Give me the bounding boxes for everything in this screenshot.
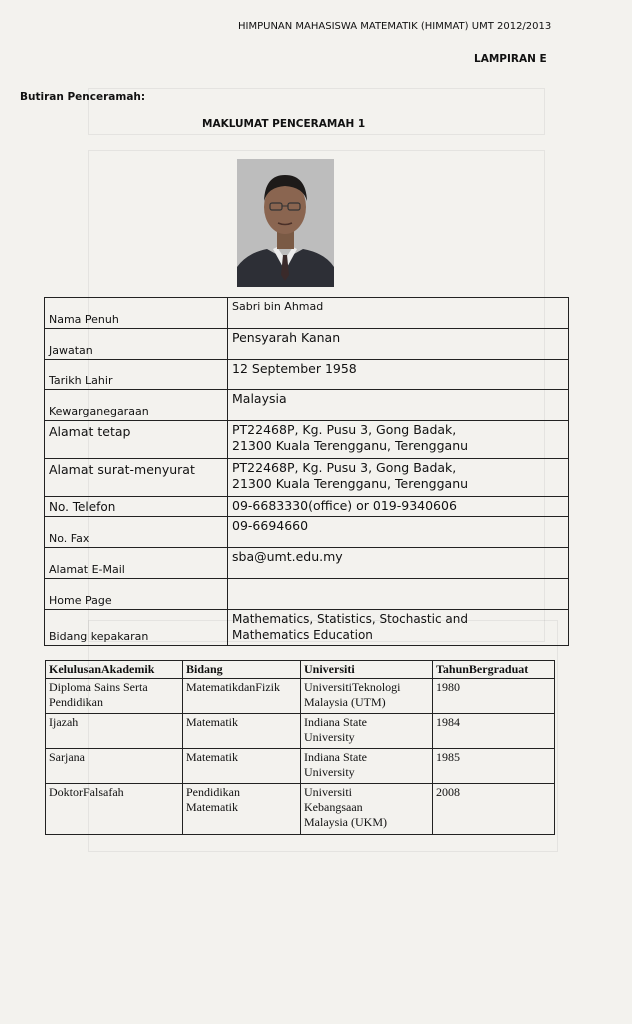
table-row	[46, 784, 555, 835]
cell-line: University	[304, 730, 355, 744]
table-row	[45, 298, 569, 329]
academic-qualifications-table	[45, 660, 555, 835]
address-line-1: PT22468P, Kg. Pusu 3, Gong Badak,	[232, 460, 457, 475]
field-value	[228, 610, 569, 646]
table-header-row	[46, 661, 555, 679]
speaker-info-table	[44, 297, 569, 646]
table-row	[46, 679, 555, 714]
cell-line: Diploma Sains Serta	[49, 680, 148, 694]
table-row	[46, 714, 555, 749]
column-header: Universiti	[301, 661, 433, 679]
field-value	[228, 579, 569, 610]
cell-line: Malaysia (UKM)	[304, 815, 387, 829]
cell-line: University	[304, 765, 355, 779]
field-value	[228, 459, 569, 497]
table-row	[45, 497, 569, 517]
expertise-line-2: Mathematics Education	[232, 628, 373, 642]
appendix-label: LAMPIRAN E	[474, 53, 547, 65]
address-line-2: 21300 Kuala Terengganu, Terengganu	[232, 438, 469, 453]
section-title: Butiran Penceramah:	[20, 91, 146, 103]
cell-line: Indiana State	[304, 750, 367, 764]
year-cell: 1984	[433, 714, 555, 749]
table-row	[45, 329, 569, 360]
year-cell: 1980	[433, 679, 555, 714]
cell-line: MatematikdanFizik	[186, 680, 280, 694]
field-label: Bidang kepakaran	[45, 610, 228, 646]
field-cell	[183, 784, 301, 835]
qualification-cell	[46, 714, 183, 749]
year-cell: 2008	[433, 784, 555, 835]
speaker-subtitle: MAKLUMAT PENCERAMAH 1	[202, 118, 366, 130]
column-header: KelulusanAkademik	[46, 661, 183, 679]
cell-line: Pendidikan	[186, 785, 240, 799]
field-label: Home Page	[45, 579, 228, 610]
table-row	[45, 360, 569, 390]
cell-line: Matematik	[186, 750, 238, 764]
qualification-cell	[46, 679, 183, 714]
table-row	[45, 548, 569, 579]
field-label: Alamat E-Mail	[45, 548, 228, 579]
table-row	[45, 610, 569, 646]
qualification-cell	[46, 784, 183, 835]
field-value: 12 September 1958	[228, 360, 569, 390]
field-value: Sabri bin Ahmad	[228, 298, 569, 329]
speaker-photo	[237, 159, 334, 287]
qualification-cell	[46, 749, 183, 784]
cell-line: Malaysia (UTM)	[304, 695, 386, 709]
field-label: Alamat tetap	[45, 421, 228, 459]
cell-line: Matematik	[186, 715, 238, 729]
university-cell	[301, 714, 433, 749]
cell-line: Pendidikan	[49, 695, 103, 709]
field-label: Tarikh Lahir	[45, 360, 228, 390]
field-value	[228, 421, 569, 459]
field-cell	[183, 679, 301, 714]
university-cell	[301, 679, 433, 714]
field-label: Nama Penuh	[45, 298, 228, 329]
cell-line: Indiana State	[304, 715, 367, 729]
university-cell	[301, 749, 433, 784]
cell-line: Matematik	[186, 800, 238, 814]
table-row	[46, 749, 555, 784]
field-cell	[183, 749, 301, 784]
field-label: No. Telefon	[45, 497, 228, 517]
cell-line: Ijazah	[49, 715, 79, 729]
address-line-2: 21300 Kuala Terengganu, Terengganu	[232, 476, 469, 491]
cell-line: UniversitiTeknologi	[304, 680, 401, 694]
organization-header: HIMPUNAN MAHASISWA MATEMATIK (HIMMAT) UMT 2012/2013	[238, 21, 552, 32]
university-cell	[301, 784, 433, 835]
column-header: Bidang	[183, 661, 301, 679]
table-row	[45, 517, 569, 548]
year-cell: 1985	[433, 749, 555, 784]
table-row	[45, 390, 569, 421]
cell-line: DoktorFalsafah	[49, 785, 124, 799]
table-row	[45, 579, 569, 610]
field-value: 09-6694660	[228, 517, 569, 548]
portrait-illustration	[237, 159, 334, 287]
field-value: sba@umt.edu.my	[228, 548, 569, 579]
expertise-line-1: Mathematics, Statistics, Stochastic and	[232, 612, 468, 626]
field-label: Jawatan	[45, 329, 228, 360]
table-row	[45, 459, 569, 497]
field-label: Alamat surat-menyurat	[45, 459, 228, 497]
field-value: 09-6683330(office) or 019-9340606	[228, 497, 569, 517]
field-value: Malaysia	[228, 390, 569, 421]
cell-line: Kebangsaan	[304, 800, 363, 814]
field-cell	[183, 714, 301, 749]
field-value: Pensyarah Kanan	[228, 329, 569, 360]
field-label: No. Fax	[45, 517, 228, 548]
address-line-1: PT22468P, Kg. Pusu 3, Gong Badak,	[232, 422, 457, 437]
column-header: TahunBergraduat	[433, 661, 555, 679]
cell-line: Universiti	[304, 785, 352, 799]
table-row	[45, 421, 569, 459]
field-label: Kewarganegaraan	[45, 390, 228, 421]
cell-line: Sarjana	[49, 750, 85, 764]
